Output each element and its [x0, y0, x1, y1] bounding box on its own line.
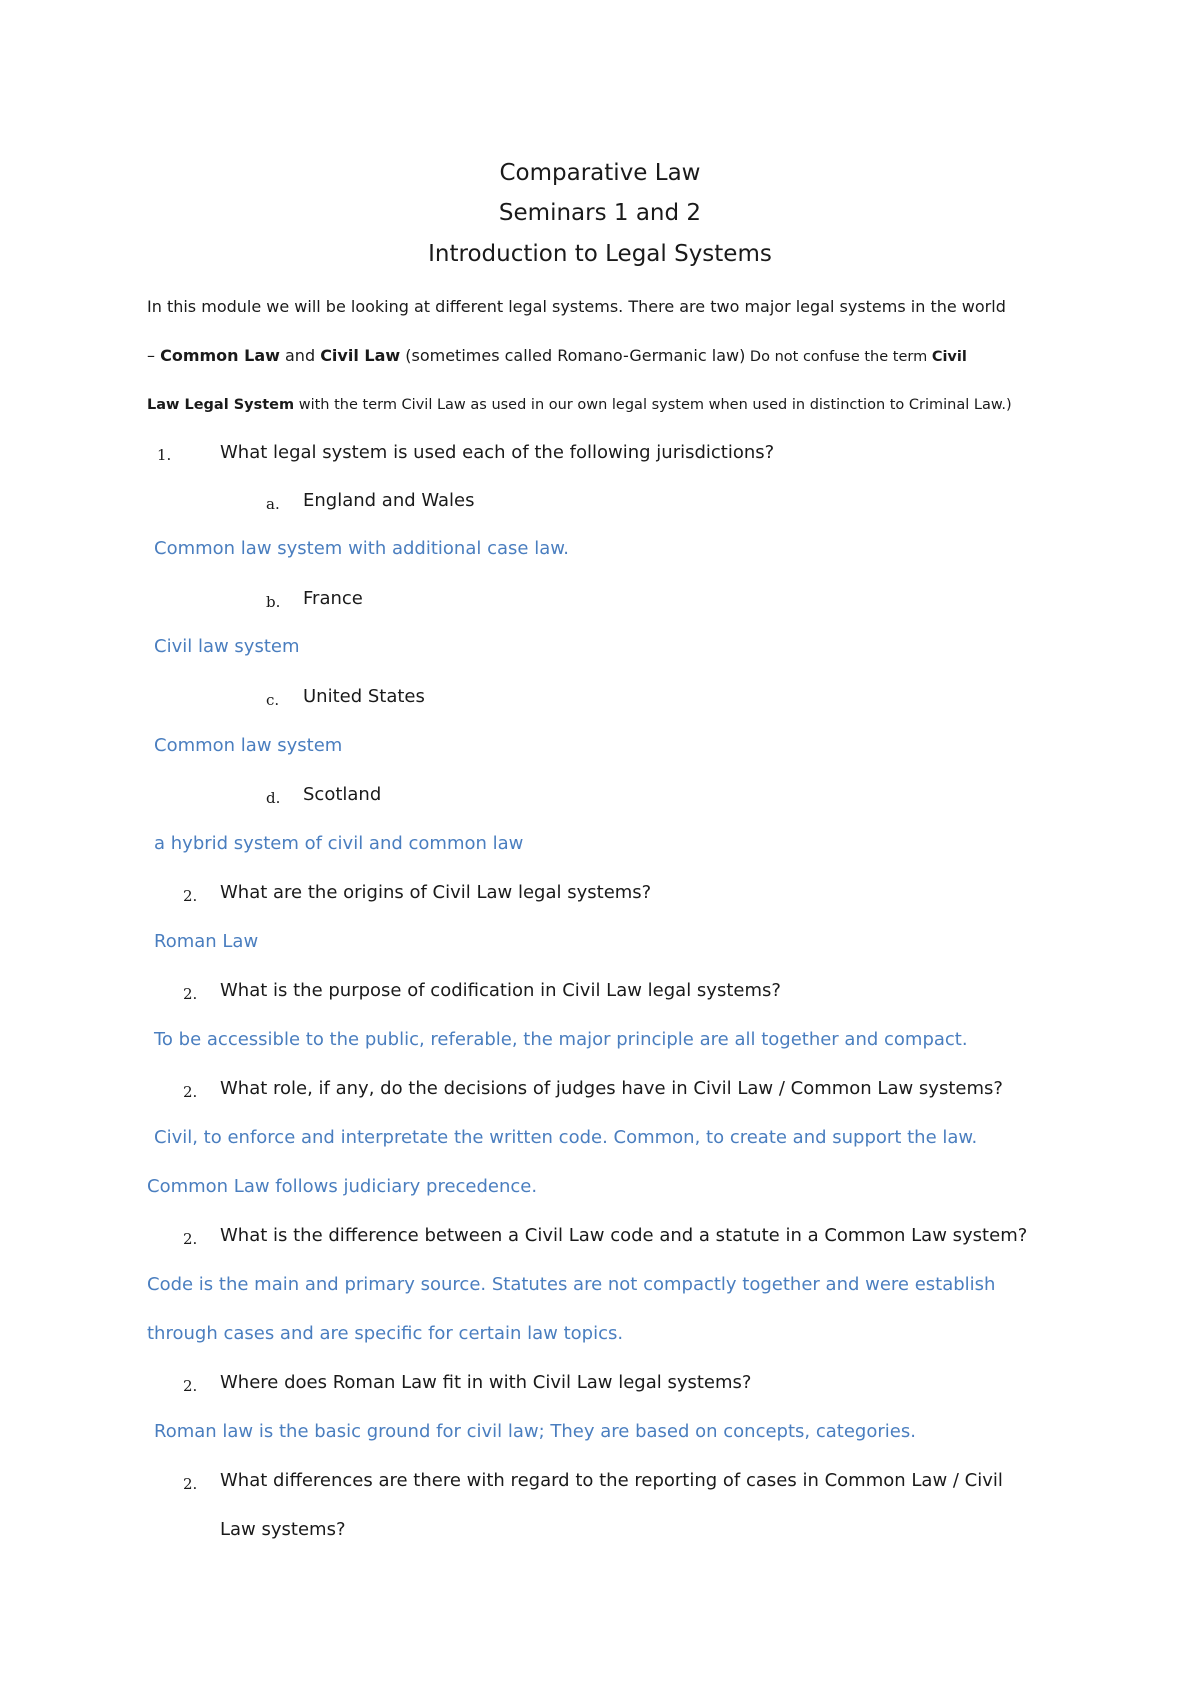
sub-item-text: England and Wales — [303, 490, 475, 511]
answer-text: Common law system with additional case law. — [154, 538, 570, 559]
sub-item-letter: b. — [266, 593, 281, 611]
answer-text: Civil law system — [154, 636, 300, 657]
sub-item-text: United States — [303, 686, 425, 707]
answer-text: Roman law is the basic ground for civil law; They are based on concepts, categories. — [154, 1421, 916, 1442]
term-common-law: Common Law — [160, 346, 280, 365]
sub-item-letter: a. — [266, 495, 280, 513]
question-text-continued: Law systems? — [220, 1519, 346, 1540]
answer-text: Civil, to enforce and interpretate the written code. Common, to create and support the law. — [154, 1127, 978, 1148]
intro-line-1: In this module we will be looking at different legal systems. There are two major legal systems in the world — [147, 297, 1006, 316]
answer-text: Common law system — [154, 735, 343, 756]
question-text: What is the difference between a Civil Law code and a statute in a Common Law system? — [220, 1225, 1028, 1246]
question-number: 1. — [157, 446, 172, 464]
question-number: 2. — [183, 1083, 198, 1101]
question-text: What role, if any, do the decisions of judges have in Civil Law / Common Law systems? — [220, 1078, 1003, 1099]
sub-item-text: France — [303, 588, 363, 609]
sub-item-letter: d. — [266, 789, 281, 807]
document-title: Comparative Law — [499, 160, 701, 186]
sub-item-text: Scotland — [303, 784, 382, 805]
question-number: 2. — [183, 887, 198, 905]
question-number: 2. — [183, 985, 198, 1003]
question-number: 2. — [183, 1475, 198, 1493]
question-number: 2. — [183, 1230, 198, 1248]
question-text: Where does Roman Law fit in with Civil Law legal systems? — [220, 1372, 752, 1393]
answer-text: through cases and are specific for certain law topics. — [147, 1323, 624, 1344]
question-text: What differences are there with regard to the reporting of cases in Common Law / Civil — [220, 1470, 1003, 1491]
answer-text: Roman Law — [154, 931, 259, 952]
question-number: 2. — [183, 1377, 198, 1395]
document-subtitle: Seminars 1 and 2 — [498, 200, 702, 226]
question-text: What is the purpose of codification in Civil Law legal systems? — [220, 980, 781, 1001]
intro-line-2: – Common Law and Civil Law (sometimes called Romano-Germanic law) Do not confuse the term Civil — [147, 346, 967, 365]
question-text: What are the origins of Civil Law legal systems? — [220, 882, 652, 903]
intro-line-3: Law Legal System with the term Civil Law as used in our own legal system when used in distinction to Criminal Law.) — [147, 397, 1012, 413]
answer-text: a hybrid system of civil and common law — [154, 833, 524, 854]
sub-item-letter: c. — [266, 691, 280, 709]
answer-text: Code is the main and primary source. Statutes are not compactly together and were establish — [147, 1274, 996, 1295]
answer-text: To be accessible to the public, referable, the major principle are all together and compact. — [154, 1029, 968, 1050]
question-text: What legal system is used each of the following jurisdictions? — [220, 442, 775, 463]
term-civil-law: Civil Law — [320, 346, 401, 365]
answer-text: Common Law follows judiciary precedence. — [147, 1176, 538, 1197]
document-heading: Introduction to Legal Systems — [428, 241, 772, 267]
